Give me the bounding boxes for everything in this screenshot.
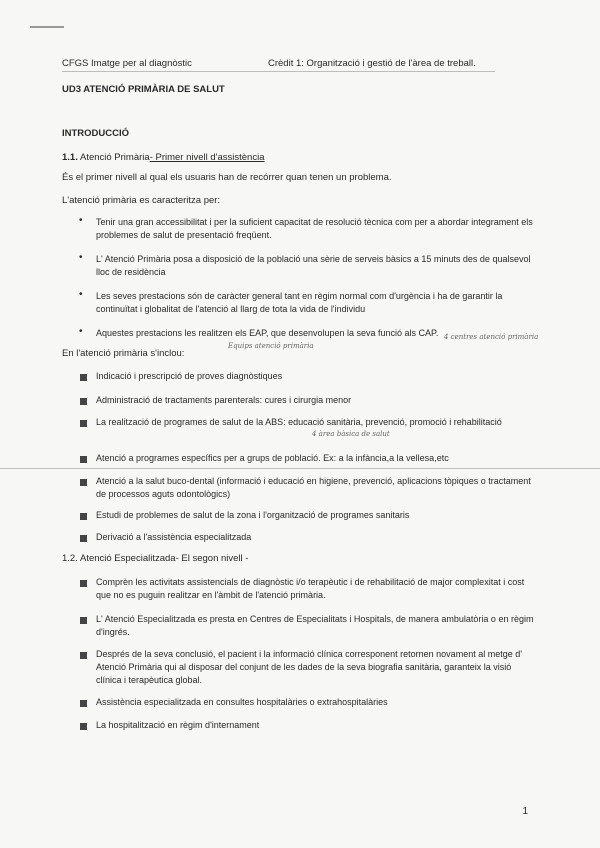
special-item-2: L' Atenció Especialitzada es presta en Centres de Especialitats i Hospitals, de manera ambulatòria o en règim d'ingrés. (96, 614, 534, 637)
special-item-1: Comprèn les activitats assistencials de diagnòstic i/o terapèutic i de rehabilitació de major complexitat i cost que no es puguin realitzar en l'àmbit de l'atenció primària. (96, 577, 525, 600)
section-1-number: 1.1. (62, 152, 78, 163)
include-item-3: La realització de programes de salut de la ABS: educació sanitària, prevenció, promoció i rehabilitació (96, 417, 502, 427)
handwritten-note-cap: 4 centres atenció primària (444, 333, 539, 341)
paragraph-1: És el primer nivell al qual els usuaris han de recórrer quan tenen un problema. (62, 172, 392, 183)
paragraph-2: L'atenció primària es caracteritza per: (62, 195, 221, 206)
include-item-5: Atenció a la salut buco-dental (informació i educació en higiene, prevenció, aplicacions tòpiques o tractament de processos aguts odontològics) (96, 476, 531, 499)
intro-heading: INTRODUCCIÓ (62, 128, 130, 139)
include-item-6: Estudi de problemes de salut de la zona i l'organització de programes sanitaris (96, 510, 410, 520)
include-item-1: Indicació i prescripció de proves diagnòstiques (96, 371, 283, 381)
section-1-heading (62, 152, 264, 163)
handwritten-note-abs: 4 àrea bàsica de salut (312, 430, 390, 438)
fold-line (0, 468, 600, 469)
bullet-dot: • (79, 215, 83, 226)
paragraph-3: En l'atenció primària s'inclou: (62, 348, 185, 359)
header-right: Crèdit 1: Organització i gestió de l'àrea de treball. (268, 58, 476, 69)
bullet-square (80, 700, 87, 707)
special-item-3: Després de la seva conclusió, el pacient i la informació clínica corresponent retornen novament al metge d' Atenció Primària qui al disposar del conjunt de les dades de la seva biografia sanitària, garanteix la visió clínica i terapèutica global. (96, 649, 522, 685)
bullet-square (80, 374, 87, 381)
bullet-square (80, 479, 87, 486)
special-item-5: La hospitalització en règim d'internament (96, 720, 260, 730)
char-item-4: Aquestes prestacions les realitzen els EAP, que desenvolupen la seva funció als CAP. (96, 328, 439, 338)
bullet-square (80, 652, 87, 659)
include-item-7: Derivació a l'assistència especialitzada (96, 532, 252, 542)
char-item-3: Les seves prestacions són de caràcter general tant en règim normal com d'urgència i ha de garantir la continuïtat i globalitat de l'atenció al llarg de tota la vida de l'individu (96, 291, 503, 314)
page-number: 1 (522, 806, 528, 817)
include-item-2: Administració de tractaments parenterals: cures i cirurgia menor (96, 395, 352, 405)
bullet-dot: • (79, 326, 83, 337)
special-item-4: Assistència especialitzada en consultes hospitalàries o extrahospitalàries (96, 697, 388, 707)
bullet-square (80, 580, 87, 587)
section-2-number: 1.2. (62, 553, 78, 564)
char-item-1: Tenir una gran accessibilitat i per la suficient capacitat de resolució tècnica com per a abordar integrament els problemes de salut de presentació freqüent. (96, 217, 533, 240)
bullet-square (80, 617, 87, 624)
section-2-rest: - El segon nivell - (175, 553, 249, 564)
section-1-rest: - Primer nivell d'assistència (149, 152, 265, 163)
scan-mark (30, 26, 64, 28)
bullet-square (80, 398, 87, 405)
bullet-square (80, 420, 87, 427)
bullet-dot: • (79, 289, 83, 300)
bullet-square (80, 723, 87, 730)
bullet-square (80, 456, 87, 463)
bullet-square (80, 513, 87, 520)
include-item-4: Atenció a programes específics per a grups de població. Ex: a la infància,a la vellesa,etc (96, 453, 449, 463)
section-1-title: Atenció Primària (79, 152, 150, 163)
char-item-2: L' Atenció Primària posa a disposició de la població una sèrie de serveis bàsics a 15 minuts des de qualsevol lloc de residència (96, 254, 531, 277)
page-title: UD3 ATENCIÓ PRIMÀRIA DE SALUT (62, 84, 225, 95)
section-2-title: Atenció Especialitzada (79, 553, 176, 564)
bullet-square (80, 535, 87, 542)
bullet-dot: • (79, 252, 83, 263)
handwritten-note-eap: Equips atenció primària (228, 342, 314, 350)
header-rule (62, 71, 495, 72)
section-2-heading (62, 553, 248, 564)
header-left: CFGS Imatge per al diagnòstic (62, 58, 192, 69)
